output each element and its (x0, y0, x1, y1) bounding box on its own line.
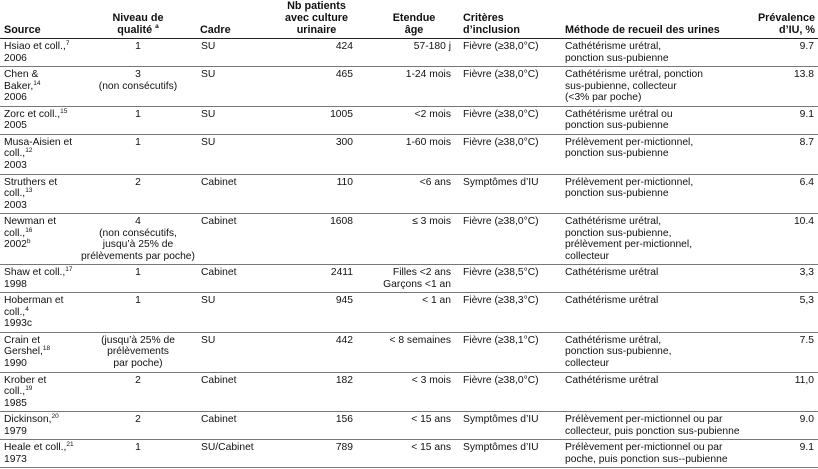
table-row (0, 174, 818, 214)
cell-cadre: SU (198, 67, 264, 107)
cell-source: Krober et coll.,$^{19}$ 1985 (0, 372, 78, 412)
cell-nb-patients: 465 (264, 67, 369, 107)
cell-prevalence: 11,0 (752, 372, 818, 412)
cell-niveau: 2 (78, 174, 198, 214)
cell-age: < 8 semaines (369, 332, 459, 372)
cell-prevalence: 8.7 (752, 134, 818, 174)
cell-criteres: Fièvre (≥38,0°C) (459, 106, 559, 134)
cell-source: Struthers et coll.,$^{13}$ 2003 (0, 174, 78, 214)
table-row (0, 440, 818, 468)
cell-nb-patients: 424 (264, 39, 369, 67)
table-row (0, 39, 818, 67)
cell-source: Hoberman et coll.,$^4$ 1993c (0, 293, 78, 333)
header-cadre: Cadre (198, 0, 264, 39)
cell-age: Filles <2 ans Garçons <1 an (369, 265, 459, 293)
header-niveau: Niveau de qualité $^a$ (78, 0, 198, 39)
cell-age: < 3 mois (369, 372, 459, 412)
cell-niveau: 3 (non consécutifs) (78, 67, 198, 107)
cell-niveau: 1 (78, 106, 198, 134)
cell-prevalence: 9.0 (752, 412, 818, 440)
cell-criteres: Fièvre (≥38,3°C) (459, 293, 559, 333)
cell-nb-patients: 110 (264, 174, 369, 214)
header-methode: Méthode de recueil des urines (559, 0, 752, 39)
table-body (0, 39, 818, 468)
table-row (0, 265, 818, 293)
cell-source: Zorc et coll.,$^{15}$ 2005 (0, 106, 78, 134)
cell-niveau: 1 (78, 293, 198, 333)
cell-criteres: Fièvre (≥38,0°C) (459, 67, 559, 107)
cell-cadre: Cabinet (198, 372, 264, 412)
cell-methode: Prélèvement per-mictionnel, ponction sus-pubienne (559, 134, 752, 174)
cell-source: Musa-Aisien et coll.,$^{12}$ 2003 (0, 134, 78, 174)
cell-niveau: 1 (78, 39, 198, 67)
header-source: Source (0, 0, 78, 39)
cell-methode: Cathétérisme urétral (559, 293, 752, 333)
cell-methode: Cathétérisme urétral (559, 265, 752, 293)
cell-age: ≤ 3 mois (369, 214, 459, 265)
cell-methode: Cathétérisme urétral ou ponction sus-pubienne (559, 106, 752, 134)
cell-methode: Prélèvement per-mictionnel ou par poche, puis ponction sus--pubienne (559, 440, 752, 468)
cell-age: 57-180 j (369, 39, 459, 67)
cell-niveau: 2 (78, 412, 198, 440)
cell-cadre: Cabinet (198, 174, 264, 214)
cell-methode: Cathétérisme urétral, ponction sus-pubienne, prélèvement per-mictionnel, collecteur (559, 214, 752, 265)
cell-prevalence: 6.4 (752, 174, 818, 214)
cell-prevalence: 9.1 (752, 106, 818, 134)
cell-nb-patients: 156 (264, 412, 369, 440)
cell-cadre: SU (198, 332, 264, 372)
header-criteres: Critères d’inclusion (459, 0, 559, 39)
cell-niveau: 2 (78, 372, 198, 412)
cell-nb-patients: 1608 (264, 214, 369, 265)
cell-age: < 15 ans (369, 440, 459, 468)
table-row (0, 332, 818, 372)
table-row (0, 293, 818, 333)
cell-prevalence: 13.8 (752, 67, 818, 107)
cell-prevalence: 10.4 (752, 214, 818, 265)
cell-niveau: 1 (78, 440, 198, 468)
cell-cadre: Cabinet (198, 265, 264, 293)
cell-prevalence: 7.5 (752, 332, 818, 372)
cell-cadre: SU (198, 293, 264, 333)
cell-nb-patients: 182 (264, 372, 369, 412)
cell-methode: Cathétérisme urétral, ponction sus-pubienne (559, 39, 752, 67)
cell-age: <6 ans (369, 174, 459, 214)
cell-cadre: Cabinet (198, 214, 264, 265)
cell-criteres: Fièvre (≥38,0°C) (459, 134, 559, 174)
cell-methode: Prélèvement per-mictionnel ou par collecteur, puis ponction sus-pubienne (559, 412, 752, 440)
cell-methode: Prélèvement per-mictionnel, ponction sus-pubienne (559, 174, 752, 214)
cell-age: < 1 an (369, 293, 459, 333)
cell-criteres: Fièvre (≥38,5°C) (459, 265, 559, 293)
cell-source: Dickinson,$^{20}$ 1979 (0, 412, 78, 440)
cell-cadre: SU (198, 106, 264, 134)
table-row (0, 214, 818, 265)
cell-niveau: 1 (78, 134, 198, 174)
header-nb-patients: Nb patients avec culture urinaire (264, 0, 369, 39)
cell-source: Crain et Gershel,$^{18}$ 1990 (0, 332, 78, 372)
cell-nb-patients: 2411 (264, 265, 369, 293)
cell-nb-patients: 789 (264, 440, 369, 468)
table-row (0, 412, 818, 440)
cell-methode: Cathétérisme urétral (559, 372, 752, 412)
cell-criteres: Symptômes d’IU (459, 440, 559, 468)
table-row (0, 106, 818, 134)
cell-age: 1-60 mois (369, 134, 459, 174)
cell-prevalence: 9.7 (752, 39, 818, 67)
cell-nb-patients: 442 (264, 332, 369, 372)
cell-age: < 15 ans (369, 412, 459, 440)
cell-prevalence: 9.1 (752, 440, 818, 468)
cell-source: Newman et coll.,$^{16}$ 2002$^b$ (0, 214, 78, 265)
cell-source: Hsiao et coll.,$^7$ 2006 (0, 39, 78, 67)
header-age: Etendue âge (369, 0, 459, 39)
cell-criteres: Fièvre (≥38,0°C) (459, 372, 559, 412)
cell-niveau: 1 (78, 265, 198, 293)
table-row (0, 134, 818, 174)
cell-criteres: Fièvre (≥38,1°C) (459, 332, 559, 372)
cell-nb-patients: 1005 (264, 106, 369, 134)
cell-nb-patients: 945 (264, 293, 369, 333)
cell-cadre: SU (198, 134, 264, 174)
cell-cadre: SU/Cabinet (198, 440, 264, 468)
cell-criteres: Symptômes d’IU (459, 174, 559, 214)
cell-prevalence: 5,3 (752, 293, 818, 333)
cell-source: Chen & Baker,$^{14}$ 2006 (0, 67, 78, 107)
cell-niveau: (jusqu’à 25% de prélèvements par poche) (78, 332, 198, 372)
cell-source: Shaw et coll.,$^{17}$ 1998 (0, 265, 78, 293)
cell-prevalence: 3,3 (752, 265, 818, 293)
header-prevalence: Prévalence d’IU, % (752, 0, 818, 39)
cell-criteres: Fièvre (≥38,0°C) (459, 39, 559, 67)
cell-criteres: Symptômes d’IU (459, 412, 559, 440)
table-row (0, 67, 818, 107)
cell-nb-patients: 300 (264, 134, 369, 174)
cell-cadre: Cabinet (198, 412, 264, 440)
cell-cadre: SU (198, 39, 264, 67)
cell-niveau: 4 (non consécutifs, jusqu’à 25% de prélèvements par poche) (78, 214, 198, 265)
cell-methode: Cathétérisme urétral, ponction sus-pubienne, collecteur (<3% par poche) (559, 67, 752, 107)
cell-age: 1-24 mois (369, 67, 459, 107)
header-row (0, 0, 818, 39)
table-row (0, 372, 818, 412)
cell-methode: Cathétérisme urétral, ponction sus-pubienne, collecteur (559, 332, 752, 372)
cell-criteres: Fièvre (≥38,0°C) (459, 214, 559, 265)
cell-source: Heale et coll.,$^{21}$ 1973 (0, 440, 78, 468)
cell-age: <2 mois (369, 106, 459, 134)
